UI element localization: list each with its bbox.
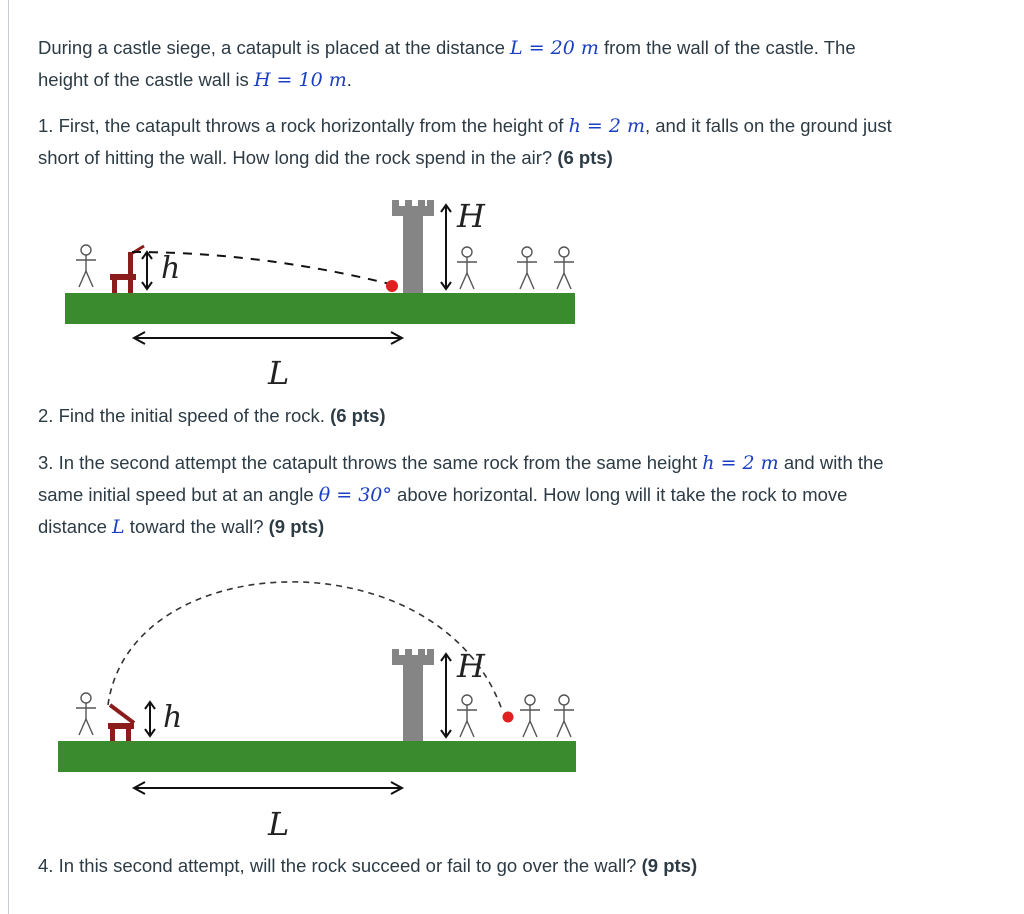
L-label: L [268, 805, 290, 843]
trajectory [108, 582, 502, 710]
distance-equation: L = 20 m [510, 37, 599, 59]
H-arrow [441, 205, 451, 289]
points-label: (6 pts) [330, 405, 386, 426]
catapult-arm [110, 705, 134, 723]
question-3-text: 3. In the second attempt the catapult throws the same rock from the same height [38, 452, 703, 473]
question-2 [38, 400, 386, 431]
wall-height-equation: H = 10 m [253, 69, 347, 91]
stick-figures-right [457, 695, 574, 737]
question-2-text: 2. Find the initial speed of the rock. [38, 405, 331, 426]
question-3-text: above horizontal. How long will it take the rock to move [391, 484, 848, 505]
rock [386, 280, 398, 292]
L-symbol: L [112, 516, 125, 538]
points-label: (6 pts) [557, 147, 613, 168]
question-1 [38, 110, 892, 173]
points-label: (9 pts) [268, 516, 325, 537]
h-arrow [142, 252, 152, 289]
figure-angled-throw [0, 555, 620, 845]
intro-paragraph [38, 32, 856, 96]
stick-figure [76, 245, 96, 287]
h-label: h [161, 251, 181, 286]
question-1-text: , and it falls on the ground just [644, 115, 892, 136]
angle-equation: θ = 30° [318, 484, 392, 506]
H-arrow [441, 654, 451, 737]
stick-figure [76, 693, 96, 735]
question-1-text: 1. First, the catapult throws a rock horizontally from the height of [38, 115, 569, 136]
height-equation: h = 2 m [702, 452, 779, 474]
question-3-text: same initial speed but at an angle [38, 484, 319, 505]
intro-text: height of the castle wall is [38, 69, 254, 90]
H-label: H [457, 197, 485, 235]
tower [392, 649, 434, 741]
question-3-text: distance [38, 516, 113, 537]
question-4-text: 4. In this second attempt, will the rock succeed or fail to go over the wall? [38, 855, 642, 876]
intro-text: During a castle siege, a catapult is placed at the distance [38, 37, 511, 58]
question-4 [38, 850, 697, 881]
h-label: h [163, 700, 183, 735]
L-label: L [268, 354, 290, 392]
question-3-text: toward the wall? [124, 516, 269, 537]
catapult [108, 723, 134, 741]
ground [58, 741, 576, 772]
L-arrow [134, 782, 402, 794]
intro-text: from the wall of the castle. The [598, 37, 856, 58]
intro-text: . [346, 69, 352, 90]
stick-figures-right [457, 247, 574, 289]
points-label: (9 pts) [641, 855, 698, 876]
question-3-text: and with the [778, 452, 884, 473]
h-arrow [145, 702, 155, 736]
H-label: H [457, 647, 485, 685]
height-equation: h = 2 m [568, 115, 645, 137]
catapult [110, 252, 136, 293]
figure-horizontal-throw [0, 190, 620, 395]
rock [503, 712, 514, 723]
ground [65, 293, 575, 324]
question-3 [38, 447, 884, 543]
question-1-text: short of hitting the wall. How long did the rock spend in the air? [38, 147, 558, 168]
L-arrow [134, 332, 402, 344]
tower [392, 200, 434, 293]
